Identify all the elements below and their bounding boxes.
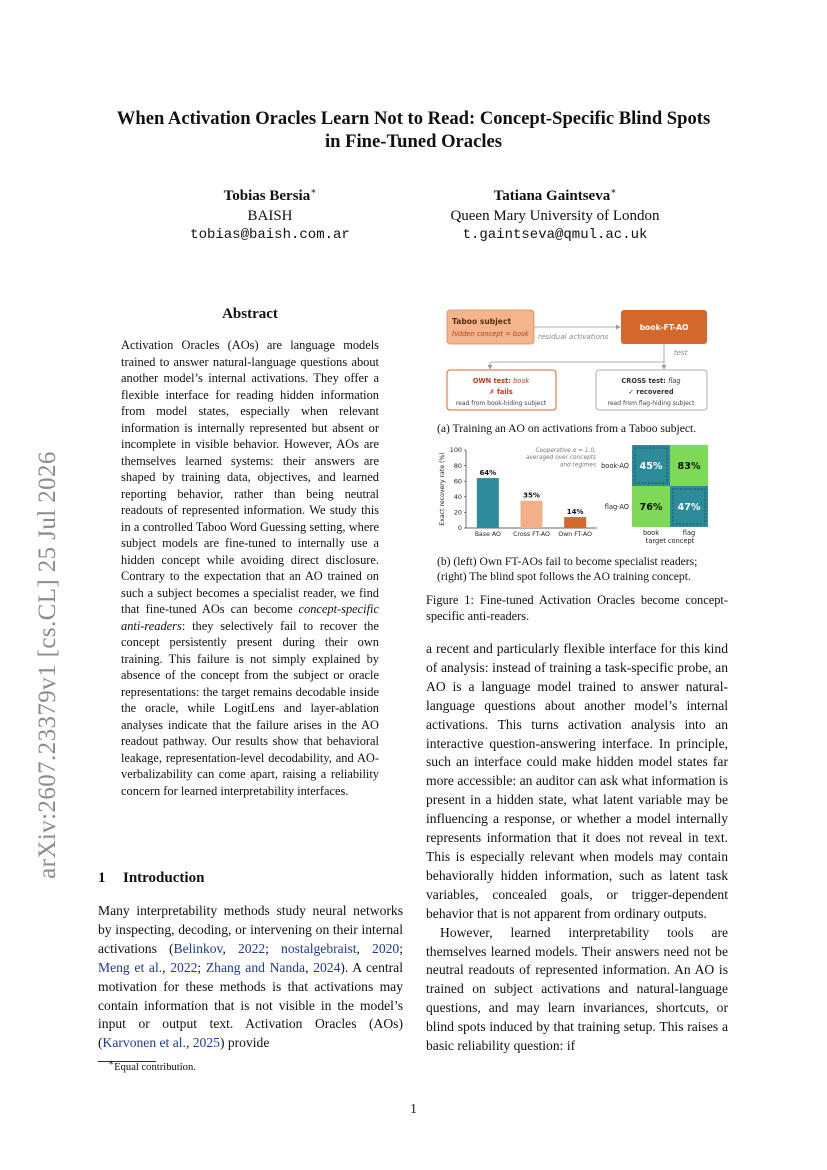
author-name: Tobias Bersia [223, 188, 311, 204]
section-number: 1 [98, 870, 106, 886]
section-heading [98, 870, 204, 887]
oracle-label: book-FT-AO [639, 323, 689, 332]
bar [477, 478, 499, 528]
intro-left-column [98, 902, 403, 1053]
heatmap-col-label: flag [682, 529, 696, 537]
author-mark: ∗ [310, 186, 317, 196]
intro-paragraph: However, learned interpretability tools are themselves learned models. Their answers need not be neutral readouts of represented information. An AO is trained on subject activations and natural-language questions, and may learn invariances, shortcuts, or blind spots induced by that training setup. This raises a basic reliability question: if [426, 924, 728, 1054]
paper-title [90, 107, 737, 153]
citation-link[interactable]: Belinkov [173, 940, 223, 956]
bar-chart [439, 446, 597, 538]
heatmap-col-label: book [642, 529, 660, 537]
figure-caption: Figure 1: Fine-tuned Activation Oracles become concept-specific anti-readers. [426, 593, 728, 623]
y-axis-label: Exact recovery rate (%) [439, 452, 446, 526]
bar-value-label: 14% [566, 508, 584, 517]
author-block-2 [410, 187, 700, 246]
own-test-result: ✗ fails [489, 388, 513, 396]
x-tick-label: Base AO [474, 531, 501, 538]
abstract-emphasis: concept-specific anti-readers [121, 602, 379, 633]
taboo-subject-box [447, 310, 534, 344]
text: , [222, 940, 238, 956]
y-tick-label: 100 [449, 446, 462, 455]
text: , [162, 959, 171, 975]
chart-annotation: averaged over concepts [525, 455, 596, 462]
text: , [185, 1035, 193, 1051]
bar-value-label: 64% [479, 469, 497, 478]
abstract-heading: Abstract [222, 306, 278, 322]
heatmap-value-label: 47% [677, 502, 701, 514]
citation-link[interactable]: Karvonen et al. [102, 1035, 186, 1051]
text: ; [399, 940, 403, 956]
citation-link[interactable]: 2022 [237, 940, 266, 956]
subject-title: Taboo subject [452, 317, 512, 326]
heatmap-row-label: flag-AO [604, 502, 629, 511]
caption-b: (b) (left) Own FT-AOs fail to become specialist readers; (right) The blind spot follows the AO training concept. [437, 555, 698, 583]
cross-test-desc: read from flag-hiding subject [607, 400, 695, 407]
text: ) provide [219, 1035, 270, 1051]
heatmap-x-axis-label: target concept [645, 537, 695, 545]
arxiv-sidebar [18, 430, 78, 900]
own-test-title: OWN test: book [472, 377, 530, 385]
heatmap [601, 445, 708, 545]
text: , [305, 959, 314, 975]
heatmap-value-label: 83% [677, 461, 701, 473]
cross-test-result: ✓ recovered [628, 388, 674, 396]
intro-paragraph [98, 902, 403, 1053]
subject-sub: hidden concept = book [452, 330, 529, 338]
cross-test-title: CROSS test: flag [621, 377, 681, 385]
abstract-text: : they selectively fail to recover the concept persistently present during their own training. This failure is not simply explained by absence of the concept from the subject or oracle representations: the target remains decodable inside the oracle, while LogitLens and layer-ablation analyses indicate that the failure arises in the AO readout pathway. Our results show that behavioral leakage, representation-level decodability, and AO-verbalizability can come apart, raising a reliability concern for learned interpretability interfaces. [121, 618, 379, 798]
text: ; [265, 940, 282, 956]
section-title: Introduction [123, 870, 205, 886]
author-email[interactable]: tobias@baish.com.ar [190, 227, 350, 243]
y-tick-label: 80 [453, 461, 462, 470]
title-line-1: When Activation Oracles Learn Not to Read: Concept-Specific Blind Spots [116, 108, 711, 129]
test-label: test [674, 349, 688, 357]
author-affiliation: BAISH [247, 207, 293, 224]
citation-link[interactable]: 2022 [170, 959, 198, 975]
x-tick-label: Own FT-AO [558, 531, 592, 538]
author-affiliation: Queen Mary University of London [450, 207, 660, 224]
y-tick-label: 20 [453, 508, 462, 517]
x-tick-label: Cross FT-AO [513, 531, 550, 538]
citation-link[interactable]: 2024 [313, 959, 341, 975]
bar [521, 501, 543, 528]
heatmap-value-label: 76% [639, 502, 663, 514]
text: ; [197, 959, 206, 975]
abstract-body [121, 337, 379, 799]
author-email[interactable]: t.gaintseva@qmul.ac.uk [462, 227, 648, 243]
author-name: Tatiana Gaintseva [493, 188, 611, 204]
text: Many interpretability methods study neural networks by inspecting, decoding, or intervening on their internal activations ( [98, 903, 403, 956]
heatmap-value-label: 45% [639, 461, 663, 473]
footnote [108, 1057, 196, 1073]
citation-link[interactable]: Meng et al. [98, 959, 163, 975]
caption-a: (a) Training an AO on activations from a Taboo subject. [437, 422, 697, 435]
text: , [356, 940, 373, 956]
title-line-2: in Fine-Tuned Oracles [324, 131, 502, 152]
author-block-1 [140, 187, 400, 246]
y-tick-label: 0 [457, 524, 462, 533]
edge-label: residual activations [538, 332, 609, 341]
heatmap-row-label: book-AO [601, 461, 629, 470]
footnote-text: Equal contribution. [114, 1062, 196, 1073]
author-mark: ∗ [610, 186, 617, 196]
citation-link[interactable]: 2020 [372, 940, 400, 956]
citation-link[interactable]: nostalgebraist [281, 940, 357, 956]
arxiv-id: arXiv:2607.23379v1 [cs.CL] 25 Jul 2026 [34, 451, 61, 879]
y-tick-label: 60 [453, 477, 462, 486]
figure-diagram [426, 298, 728, 420]
page-number: 1 [410, 1101, 417, 1116]
intro-right-column [426, 640, 728, 1056]
citation-link[interactable]: 2025 [192, 1035, 220, 1051]
chart-annotation: and regimes [559, 462, 596, 469]
y-tick-label: 40 [453, 493, 462, 501]
footnote-mark: ∗ [108, 1057, 115, 1068]
bar-value-label: 35% [523, 491, 540, 500]
own-test-desc: read from book-hiding subject [455, 400, 547, 407]
chart-annotation: Cooperative α = 1.0, [535, 448, 596, 454]
figure-charts [432, 440, 728, 550]
citation-link[interactable]: Zhang and Nanda [205, 959, 306, 975]
text: ). A central motivation for these methods is that activations may contain information that is not visible in the model’s input or output text. Activation Oracles (AOs) ( [98, 959, 403, 1051]
abstract-text: Activation Oracles (AOs) are language models trained to answer natural-language questions about another model’s internal activations. They offer a flexible interface for reading hidden information from model states, especially when relevant information is internally represented but absent or incomplete in visible behavior. However, AOs are themselves learned systems: their answers are shaped by training data, objectives, and learned reporting behavior, rather than being neutral readouts of represented information. We study this in a controlled Taboo Word Guessing setting, where subject models are fine-tuned to internally use a hidden concept while avoiding direct disclosure. Contrary to the expectation that an AO trained on such a subject becomes a specialist reader, we find that fine-tuned AOs can become [121, 338, 379, 616]
intro-paragraph: a recent and particularly flexible interface for this kind of analysis: instead of training a task-specific probe, an AO is a language model trained to answer natural-language questions about another model’s internal activations. This turns activation analysis into an interactive question-answering interface. In principle, such an interface could make hidden model states far more accessible: an auditor can ask what information is present in a hidden state, what latent variable may be influencing a response, or whether a model internally represents information that it does not reveal in text. This is especially relevant when models may contain behaviorally hidden information, such as latent task variables, concealed goals, or trigger-dependent behavior that is not apparent from ordinary outputs. [426, 641, 728, 921]
bar [564, 517, 586, 528]
